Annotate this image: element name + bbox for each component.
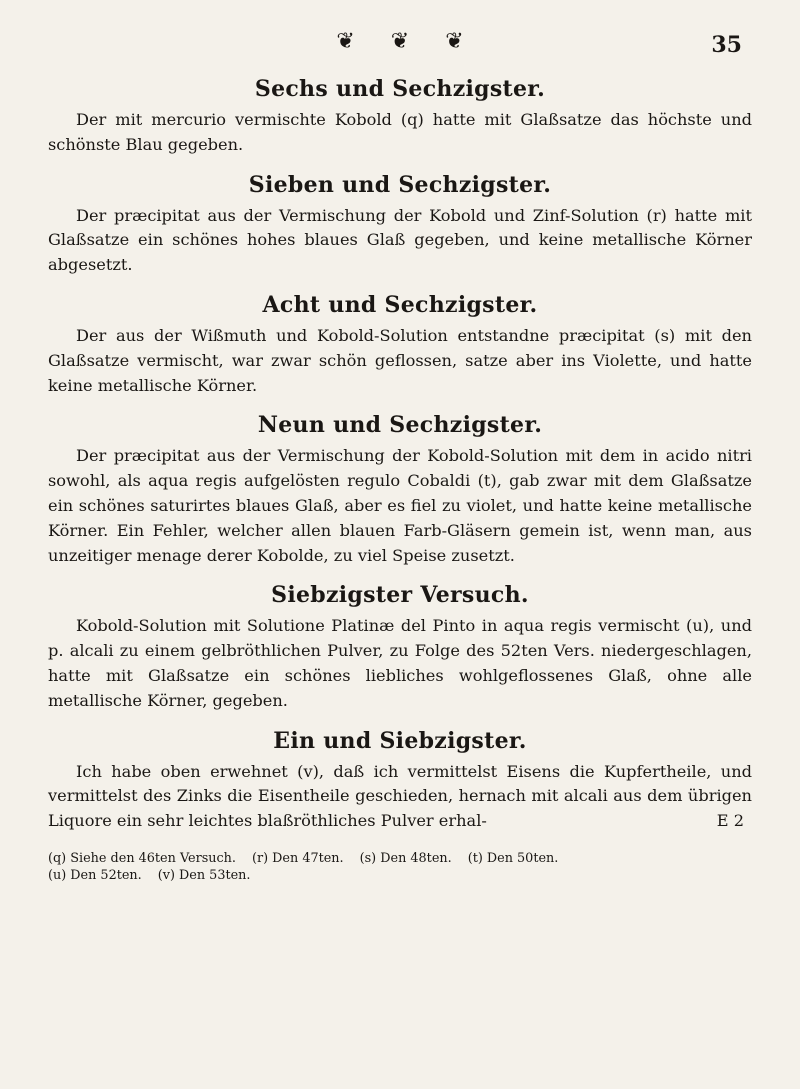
footnotes: [48, 850, 752, 884]
section-text: Der præcipitat aus der Vermischung der Kobold-Solution mit dem in acido nitri sowohl, als aqua regis aufgelösten regulo Cobaldi (t), gab zwar mit dem Glaßsatze ein schönes saturirtes blaues Glaß, aber es fiel zu violet, und hatte keine metallische Körner. Ein Fehler, welcher allen blauen Farb-Gläsern gemein ist, wenn man, aus unzeitiger menage derer Kobolde, zu viel Speise zusetzt.: [48, 446, 752, 565]
section-70: [48, 582, 752, 713]
section-heading: Siebzigster Versuch.: [271, 582, 529, 609]
page-number: 35: [711, 32, 742, 58]
section-71: [48, 728, 752, 834]
footnote-row: [48, 850, 752, 867]
section-text-body: Ich habe oben erwehnet (v), daß ich vermittelst Eisens die Kupfertheile, und vermittelst des Zinks die Eisentheile geschieden, hernach mit alcali aus dem übrigen Liquore ein sehr leichtes blaßröthliches Pulver erhal-: [48, 761, 752, 831]
running-head: [48, 22, 752, 62]
catchword: E 2: [716, 811, 744, 831]
section-heading: Sechs und Sechzigster.: [254, 76, 546, 102]
section-text: [48, 760, 752, 834]
section-68: [48, 292, 752, 398]
ornament-icon: ❦: [390, 29, 410, 54]
section-text: Der mit mercurio vermischte Kobold (q) hatte mit Glaßsatze das höchste und schönste Blau gegeben.: [48, 110, 752, 154]
footnote: (u) Den 52ten.: [48, 867, 142, 883]
section-heading: Ein und Siebzigster.: [273, 727, 527, 754]
footnote: (t) Den 50ten.: [467, 850, 559, 866]
section-text: Der aus der Wißmuth und Kobold-Solution entstandne præcipitat (s) mit den Glaßsatze vermischt, war zwar schön geflossen, satze aber ins Violette, und hatte keine metallische Körner.: [48, 325, 752, 395]
ornament-icon: ❦: [445, 29, 464, 54]
footnote-row: [48, 867, 752, 884]
footnote: (q) Siehe den 46ten Versuch.: [48, 850, 236, 866]
section-text: Der præcipitat aus der Vermischung der Kobold und Zinf-Solution (r) hatte mit Glaßsatze ein schönes hohes blaues Glaß gegeben, und keine metallische Körner abgesetzt.: [48, 205, 752, 275]
footnote: (v) Den 53ten.: [157, 867, 251, 883]
section-66: [48, 76, 752, 158]
section-heading: Neun und Sechzigster.: [257, 412, 543, 439]
footnote: (r) Den 47ten.: [252, 850, 344, 866]
section-heading: Acht und Sechzigster.: [262, 291, 538, 318]
section-69: [48, 412, 752, 568]
ornament-icon: ❦: [336, 29, 355, 54]
section-text: Kobold-Solution mit Solutione Platinæ del Pinto in aqua regis vermischt (u), und p. alcali zu einem gelbröthlichen Pulver, zu Folge des 52ten Vers. niedergeschlagen, hatte mit Glaßsatze ein schönes liebliches wohlgeflossenes Glaß, ohne alle metallische Körner, gegeben.: [48, 616, 752, 710]
section-67: [48, 172, 752, 278]
section-heading: Sieben und Sechzigster.: [248, 171, 552, 198]
footnote: (s) Den 48ten.: [359, 850, 452, 866]
